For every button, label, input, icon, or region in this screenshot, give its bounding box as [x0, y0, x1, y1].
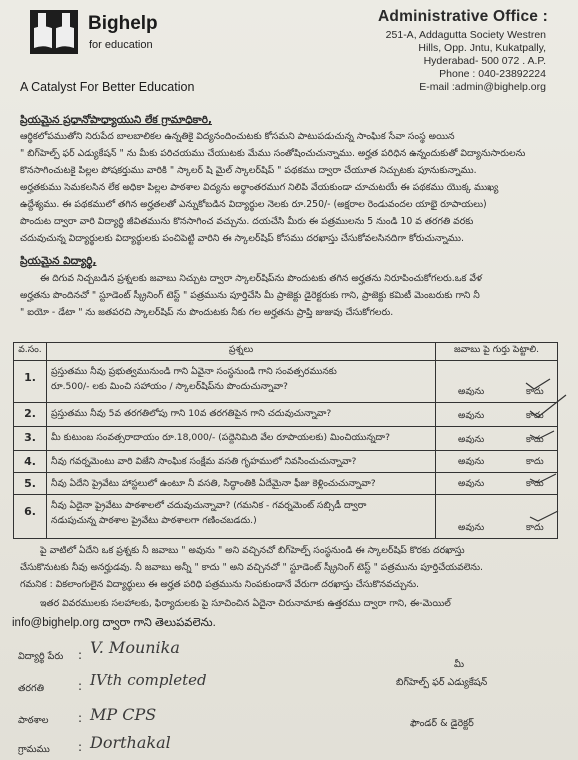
- row-number: 3.: [14, 427, 47, 451]
- body-line: పొందుట ద్వారా వారి విద్యార్థి జీవితమును కొనసాగించ వచ్చును. దయచేసి మీరు ఈ పత్రములను 5 నుండి 10 వ తరగతి వరకు: [20, 216, 474, 227]
- office-title: Administrative Office :: [378, 8, 548, 25]
- student-name-label: విద్యార్థి పేరు: [18, 651, 64, 662]
- sign-off: మీ: [454, 659, 465, 670]
- question-text: నీవు ఏదైనా ప్రైవేటు పాఠశాలలో చదువుచున్నావా? (గమనిక - గవర్నమెంట్ సబ్సిడీ ద్వారా: [51, 500, 367, 511]
- question-text: మీ కుటుంబ సంవత్సరాదాయం రూ.18,000/- (పద్దెనిమిది వేల రూపాయలకు) మించియున్నదా?: [51, 432, 390, 443]
- question-cell: [47, 427, 436, 451]
- question-cell: [47, 473, 436, 495]
- school-value[interactable]: MP CPS: [90, 705, 157, 724]
- yes-option[interactable]: అవును: [458, 522, 485, 533]
- class-label: తరగతి: [18, 683, 44, 694]
- question-cell: [47, 403, 436, 427]
- body-line: ఈ దిగువ నిచ్చబడిన ప్రశ్నలకు జవాబు నిచ్చుట ద్వారా స్కాలర్‌షిప్‌ను పొందుటకు తగిన అర్హతను నిరూపించుకోగలరు.ఒక వేళ: [40, 273, 482, 284]
- answer-cell: [436, 451, 558, 473]
- body-line: ఇతర వివరములకు సలహాలకు, ఫిర్యాదులకు పై సూచించిన ఏదైనా చిరునామాకు ఉత్తరము ద్వారా గాని, ఈ-మెయిల్: [40, 598, 451, 609]
- eligibility-table: [13, 342, 558, 542]
- question-text: ప్రస్తుతము నీవు ప్రభుత్వమునుండి గాని ఏవైనా సంస్థనుండి గాని సంవత్సరమునకు: [51, 366, 337, 377]
- question-text: నీవు గవర్నమెంటు వారి విజేని సాంఘిక సంక్షేమ వసతి గృహములో నివసించుచున్నావా?: [51, 456, 357, 467]
- body-line: చదువుచున్న విద్యార్థులకు విద్యార్థులకు పంచిపెట్టి వారిని ఈ స్కాలర్‌షిప్ కోసము దరఖాస్తు చేసుకోవలసినదిగా కోరుచున్నాము.: [20, 233, 464, 244]
- table-row: [14, 473, 558, 495]
- table-row: [14, 361, 558, 403]
- colon: :: [78, 679, 83, 693]
- column-header-no: వ.సం.: [14, 343, 47, 361]
- tick-mark-icon: [528, 473, 558, 485]
- tick-mark-icon: [524, 377, 552, 391]
- question-text: రూ.500/- లకు మించి సహాయం / స్కాలర్‌షిప్‌ను పొందుచున్నావా?: [51, 381, 288, 392]
- no-option[interactable]: కాదు: [526, 522, 544, 533]
- colon: :: [78, 648, 83, 662]
- body-line: చేసుకొనుటకు నీవు అనర్హుడవు. నీ జవాబు అన్నీ " కాదు " అని వచ్చినచో " స్టూడెంట్ స్క్రీనింగ్ టెస్ట్ " పత్రమును పూర్తిచేయవలెను.: [20, 562, 484, 573]
- column-header-question: ప్రశ్నలు: [47, 343, 436, 361]
- body-line: " ఐయో - డేటా " ను జతపరచి స్కాలర్‌షిప్ ను పొందుటకు నీకు గల అర్హతను ప్రాప్తి జుజువు చేసుకోగలరు.: [20, 307, 394, 318]
- book-logo-icon: [30, 10, 78, 54]
- question-text: నీవు ఏదేని ప్రైవేటు హాస్టలులో ఉంటూ నీ వసతి, సిద్ధాంతికి ఏదేమైనా ఫీజు కెళ్లించుచున్నావా?: [51, 478, 376, 489]
- question-cell: [47, 495, 436, 539]
- school-label: పాఠశాల: [18, 715, 49, 726]
- body-line: అర్హతకుము సెమకలసిన లేక అధికా పిల్లల పాఠశాల విద్యను అర్థాంతరముగ నిలిపి వేయకుండా చూచుటయే ఈ పథకము యొక్క ముఖ్య: [20, 182, 499, 193]
- table-row: [14, 451, 558, 473]
- phone-line: Phone : 040-23892224: [439, 68, 546, 80]
- address-line: Hyderabad- 500 072 . A.P.: [423, 55, 546, 67]
- tick-mark-icon: [528, 429, 556, 441]
- body-line: కొనసాగించుటకై పిల్లల పోషకర్తుము వారికి " స్కాలర్ షి మైల్ స్కాలర్‌షిప్ " పథకము ద్వారా చేయూత నిచ్చుటకు పూనుకున్నాము.: [20, 165, 477, 176]
- answer-cell: [436, 495, 558, 539]
- village-label: గ్రామము: [18, 744, 50, 755]
- column-header-answer: జవాబు పై గుర్తు పెట్టాలి.: [436, 343, 558, 361]
- contact-email-line: info@bighelp.org ద్వారా గాని తెలుపవలెను.: [12, 617, 216, 629]
- body-line: ఉద్దేశ్యము. ఈ పథకములో తగిన అర్హతలతో ఎన్నుకోబడిన విద్యార్థుల నెలకు రూ.250/- (అక్షరాల రెండువందల యాభై రూపాయలు): [20, 199, 487, 210]
- answer-cell: [436, 473, 558, 495]
- organisation-signature: బిగ్‌హెల్ప్ ఫర్ ఎడ్యుకేషన్: [396, 677, 488, 688]
- village-value[interactable]: Dorthakal: [90, 733, 171, 752]
- body-line: ఆర్థికలోపముతోని నిరుపేద బాలబాలికల ఉన్నతికై విద్యనందించుటకు కోసమని పాటుపడుచున్న సాంఘిక సేవా సంస్థ అయిన: [20, 131, 455, 142]
- note-line: గమనిక : వికలాంగులైన విద్యార్థులు ఈ అర్హత పరిధి పత్రమును నింపకుండానే వేరుగా దరఖాస్తు చేసుకొనవచ్చును.: [20, 579, 419, 590]
- salutation-student: ప్రియమైన విద్యార్థి,: [20, 255, 97, 267]
- yes-option[interactable]: అవును: [458, 434, 485, 445]
- no-option[interactable]: కాదు: [526, 456, 544, 467]
- table-row: [14, 427, 558, 451]
- answer-cell: [436, 403, 558, 427]
- brand-subtitle: for education: [89, 39, 153, 51]
- row-number: 5.: [14, 473, 47, 495]
- yes-option[interactable]: అవును: [458, 410, 485, 421]
- student-name-value[interactable]: V. Mounika: [90, 638, 180, 657]
- yes-option[interactable]: అవును: [458, 386, 485, 397]
- tick-mark-icon: [528, 509, 560, 523]
- row-number: 1.: [14, 361, 47, 403]
- no-option[interactable]: కాదు: [526, 386, 544, 397]
- question-text: ప్రస్తుతము నీవు 5వ తరగతిలోపు గాని 10వ తరగతిపైన గాని చదువుచున్నావా?: [51, 408, 332, 419]
- question-text: నడుపుచున్న పాఠశాల ప్రైవేటు పాఠశాలగా గణించబడదు.): [51, 515, 257, 526]
- table-row: [14, 403, 558, 427]
- colon: :: [78, 711, 83, 725]
- table-row: [14, 495, 558, 539]
- body-line: " బిగ్‌హెల్ప్ ఫర్ ఎడ్యుకేషన్ " ను మీకు పరిచయము చేయుటకు మేము సంతోషించుచున్నాము. అర్హత పరిధిన ఉన్నందుకుతో విద్యానుసారులను: [20, 148, 526, 159]
- signatory-title: ఫౌండర్ & డైరెక్టర్: [410, 718, 474, 729]
- brand-name: Bighelp: [88, 13, 158, 34]
- row-number: 4.: [14, 451, 47, 473]
- no-option[interactable]: కాదు: [526, 434, 544, 445]
- table-header-row: [14, 343, 558, 361]
- colon: :: [78, 740, 83, 754]
- email-line: E-mail :admin@bighelp.org: [419, 81, 546, 93]
- yes-option[interactable]: అవును: [458, 456, 485, 467]
- row-number: 2.: [14, 403, 47, 427]
- yes-option[interactable]: అవును: [458, 478, 485, 489]
- question-cell: [47, 361, 436, 403]
- class-value[interactable]: IVth completed: [90, 671, 207, 689]
- tick-mark-icon: [528, 393, 568, 419]
- tagline: A Catalyst For Better Education: [20, 80, 195, 94]
- address-line: Hills, Opp. Jntu, Kukatpally,: [418, 42, 546, 54]
- salutation-headmaster: ప్రియమైన ప్రధానోపాధ్యాయుని లేక గ్రామాధికారి,: [20, 114, 212, 126]
- no-option[interactable]: కాదు: [526, 478, 544, 489]
- row-number: 6.: [14, 495, 47, 539]
- no-option[interactable]: కాదు: [526, 410, 544, 421]
- answer-cell: [436, 427, 558, 451]
- body-line: పై వాటిలో ఏదేని ఒక ప్రశ్నకు నీ జవాబు " అవును " అని వచ్చినచో బిగ్‌హెల్ప్ సంస్థనుండి ఈ స్కాలర్‌షిప్ కొరకు దరఖాస్తు: [40, 545, 465, 556]
- address-line: 251-A, Addagutta Society Westren: [385, 29, 546, 41]
- body-line: అర్హతను పొందినచో " స్టూడెంట్ స్క్రీనింగ్ టెస్ట్ " పత్రమును పూర్తిచేసి మీ ప్రాజెక్టు డైరెక్టరుకు గాని, ప్రాజెక్టు కమిటీ మెంబరుకు గాని నీ: [20, 290, 480, 301]
- question-cell: [47, 451, 436, 473]
